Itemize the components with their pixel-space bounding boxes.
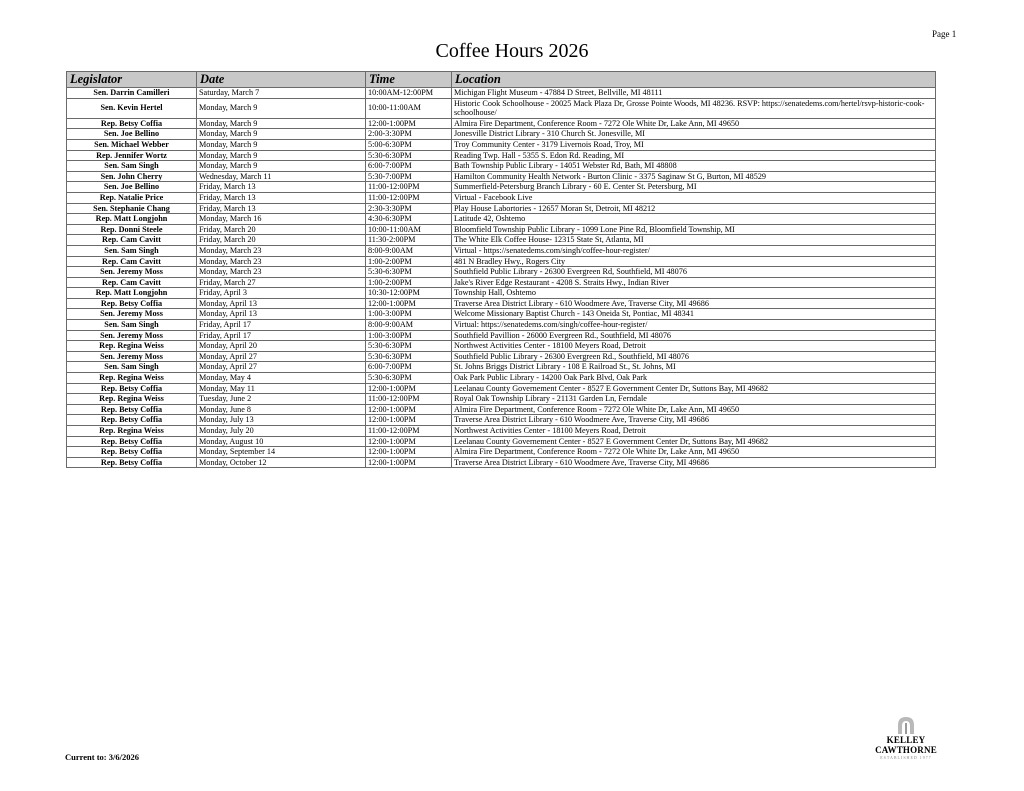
cell-date: Monday, April 20 bbox=[197, 341, 366, 352]
cell-legislator: Sen. Sam Singh bbox=[67, 320, 197, 331]
cell-legislator: Rep. Regina Weiss bbox=[67, 373, 197, 384]
cell-location: Hamilton Community Health Network - Burton Clinic - 3375 Saginaw St G, Burton, MI 48529 bbox=[452, 171, 936, 182]
cell-date: Monday, May 4 bbox=[197, 373, 366, 384]
cell-time: 6:00-7:00PM bbox=[366, 161, 452, 172]
cell-date: Friday, April 3 bbox=[197, 288, 366, 299]
cell-time: 5:30-6:30PM bbox=[366, 150, 452, 161]
cell-legislator: Rep. Betsy Coffia bbox=[67, 447, 197, 458]
page-number: Page 1 bbox=[932, 29, 957, 39]
logo-name: KELLEY CAWTHORNE bbox=[875, 735, 937, 755]
cell-location: Traverse Area District Library - 610 Woodmere Ave, Traverse City, MI 49686 bbox=[452, 298, 936, 309]
page-title: Coffee Hours 2026 bbox=[435, 40, 589, 62]
cell-time: 12:00-1:00PM bbox=[366, 298, 452, 309]
cell-location: Northwest Activities Center - 18100 Meyers Road, Detroit bbox=[452, 341, 936, 352]
cell-date: Monday, May 11 bbox=[197, 383, 366, 394]
cell-legislator: Rep. Jennifer Wortz bbox=[67, 150, 197, 161]
cell-location: Traverse Area District Library - 610 Woodmere Ave, Traverse City, MI 49686 bbox=[452, 457, 936, 468]
cell-location: Jake's River Edge Restaurant - 4208 S. Straits Hwy., Indian River bbox=[452, 277, 936, 288]
table-row bbox=[67, 288, 936, 299]
cell-legislator: Rep. Betsy Coffia bbox=[67, 436, 197, 447]
table-row bbox=[67, 171, 936, 182]
cell-location: Virtual - Facebook Live bbox=[452, 192, 936, 203]
table-row bbox=[67, 277, 936, 288]
cell-legislator: Rep. Betsy Coffia bbox=[67, 415, 197, 426]
cell-location: Play House Labortories - 12657 Moran St, Detroit, MI 48212 bbox=[452, 203, 936, 214]
cell-location: Welcome Missionary Baptist Church - 143 Oneida St, Pontiac, MI 48341 bbox=[452, 309, 936, 320]
cell-date: Friday, March 13 bbox=[197, 192, 366, 203]
cell-time: 5:30-7:00PM bbox=[366, 171, 452, 182]
cell-location: Southfield Public Library - 26300 Evergreen Rd., Southfield, MI 48076 bbox=[452, 351, 936, 362]
table-body bbox=[67, 88, 936, 468]
cell-time: 1:00-2:00PM bbox=[366, 277, 452, 288]
cell-date: Tuesday, June 2 bbox=[197, 394, 366, 405]
table-row bbox=[67, 256, 936, 267]
cell-date: Monday, June 8 bbox=[197, 404, 366, 415]
table-row bbox=[67, 330, 936, 341]
cell-date: Friday, March 20 bbox=[197, 224, 366, 235]
cell-time: 12:00-1:00PM bbox=[366, 383, 452, 394]
table-row bbox=[67, 245, 936, 256]
cell-location: St. Johns Briggs District Library - 108 E Railroad St., St. Johns, MI bbox=[452, 362, 936, 373]
cell-legislator: Rep. Betsy Coffia bbox=[67, 457, 197, 468]
cell-time: 12:00-1:00PM bbox=[366, 404, 452, 415]
cell-date: Monday, August 10 bbox=[197, 436, 366, 447]
cell-date: Monday, April 13 bbox=[197, 309, 366, 320]
cell-location: Traverse Area District Library - 610 Woodmere Ave, Traverse City, MI 49686 bbox=[452, 415, 936, 426]
cell-location: Oak Park Public Library - 14200 Oak Park Blvd, Oak Park bbox=[452, 373, 936, 384]
cell-time: 5:30-6:30PM bbox=[366, 341, 452, 352]
cell-time: 1:00-2:00PM bbox=[366, 256, 452, 267]
cell-location: Historic Cook Schoolhouse - 20025 Mack Plaza Dr, Grosse Pointe Woods, MI 48236. RSVP: https://senatedems.com/hertel/rsvp-historic-cook-schoolhouse/ bbox=[452, 98, 936, 118]
table-row bbox=[67, 415, 936, 426]
cell-location: Jonesville District Library - 310 Church St. Jonesville, MI bbox=[452, 129, 936, 140]
cell-date: Monday, July 13 bbox=[197, 415, 366, 426]
cell-location: Southfield Pavillion - 26000 Evergreen Rd., Southfield, MI 48076 bbox=[452, 330, 936, 341]
table-row bbox=[67, 150, 936, 161]
cell-date: Monday, March 16 bbox=[197, 214, 366, 225]
cell-location: Almira Fire Department, Conference Room - 7272 Ole White Dr, Lake Ann, MI 49650 bbox=[452, 404, 936, 415]
kelley-cawthorne-logo bbox=[858, 716, 954, 760]
table-row bbox=[67, 214, 936, 225]
cell-location: Reading Twp. Hall - 5355 S. Edon Rd. Reading, MI bbox=[452, 150, 936, 161]
cell-legislator: Rep. Cam Cavitt bbox=[67, 256, 197, 267]
cell-date: Monday, March 9 bbox=[197, 98, 366, 118]
table-row bbox=[67, 139, 936, 150]
cell-date: Friday, March 13 bbox=[197, 182, 366, 193]
cell-time: 12:00-1:00PM bbox=[366, 415, 452, 426]
cell-legislator: Rep. Regina Weiss bbox=[67, 341, 197, 352]
cell-time: 10:00AM-12:00PM bbox=[366, 88, 452, 99]
cell-location: Virtual: https://senatedems.com/singh/coffee-hour-register/ bbox=[452, 320, 936, 331]
cell-time: 1:00-3:00PM bbox=[366, 330, 452, 341]
table-row bbox=[67, 88, 936, 99]
cell-time: 11:00-12:00PM bbox=[366, 182, 452, 193]
cell-location: Virtual - https://senatedems.com/singh/coffee-hour-register/ bbox=[452, 245, 936, 256]
cell-date: Friday, March 20 bbox=[197, 235, 366, 246]
cell-date: Monday, April 13 bbox=[197, 298, 366, 309]
table-row bbox=[67, 362, 936, 373]
cell-date: Friday, March 27 bbox=[197, 277, 366, 288]
header-time: Time bbox=[366, 72, 452, 88]
table-row bbox=[67, 235, 936, 246]
cell-legislator: Sen. John Cherry bbox=[67, 171, 197, 182]
table-row bbox=[67, 404, 936, 415]
cell-time: 6:00-7:00PM bbox=[366, 362, 452, 373]
table-row bbox=[67, 267, 936, 278]
cell-location: Almira Fire Department, Conference Room - 7272 Ole White Dr, Lake Ann, MI 49650 bbox=[452, 447, 936, 458]
cell-legislator: Rep. Matt Longjohn bbox=[67, 214, 197, 225]
cell-legislator: Sen. Kevin Hertel bbox=[67, 98, 197, 118]
cell-legislator: Sen. Sam Singh bbox=[67, 245, 197, 256]
cell-time: 12:00-1:00PM bbox=[366, 447, 452, 458]
cell-legislator: Sen. Sam Singh bbox=[67, 362, 197, 373]
table-row bbox=[67, 457, 936, 468]
cell-date: Monday, September 14 bbox=[197, 447, 366, 458]
cell-legislator: Rep. Natalie Price bbox=[67, 192, 197, 203]
cell-time: 5:30-6:30PM bbox=[366, 267, 452, 278]
cell-legislator: Sen. Jeremy Moss bbox=[67, 267, 197, 278]
cell-legislator: Sen. Darrin Camilleri bbox=[67, 88, 197, 99]
cell-legislator: Rep. Cam Cavitt bbox=[67, 277, 197, 288]
cell-legislator: Sen. Sam Singh bbox=[67, 161, 197, 172]
table-row bbox=[67, 383, 936, 394]
table-row bbox=[67, 182, 936, 193]
cell-time: 11:00-12:00PM bbox=[366, 426, 452, 437]
coffee-hours-table bbox=[66, 71, 936, 468]
header-legislator: Legislator bbox=[67, 72, 197, 88]
cell-location: Leelanau County Governement Center - 8527 E Government Center Dr, Suttons Bay, MI 49682 bbox=[452, 436, 936, 447]
table-row bbox=[67, 320, 936, 331]
cell-time: 11:30-2:00PM bbox=[366, 235, 452, 246]
cell-date: Monday, March 9 bbox=[197, 118, 366, 129]
cell-location: Bloomfield Township Public Library - 1099 Lone Pine Rd, Bloomfield Township, MI bbox=[452, 224, 936, 235]
cell-date: Monday, March 9 bbox=[197, 161, 366, 172]
table-row bbox=[67, 309, 936, 320]
table-row bbox=[67, 394, 936, 405]
cell-date: Monday, July 20 bbox=[197, 426, 366, 437]
cell-date: Wednesday, March 11 bbox=[197, 171, 366, 182]
cell-date: Monday, March 9 bbox=[197, 139, 366, 150]
cell-legislator: Rep. Betsy Coffia bbox=[67, 383, 197, 394]
cell-legislator: Rep. Regina Weiss bbox=[67, 426, 197, 437]
cell-date: Monday, April 27 bbox=[197, 351, 366, 362]
table-row bbox=[67, 351, 936, 362]
cell-time: 10:00-11:00AM bbox=[366, 224, 452, 235]
cell-date: Monday, March 23 bbox=[197, 256, 366, 267]
cell-time: 1:00-3:00PM bbox=[366, 309, 452, 320]
cell-legislator: Sen. Joe Bellino bbox=[67, 129, 197, 140]
cell-legislator: Rep. Cam Cavitt bbox=[67, 235, 197, 246]
table-row bbox=[67, 224, 936, 235]
cell-location: Michigan Flight Museum - 47884 D Street, Bellville, MI 48111 bbox=[452, 88, 936, 99]
cell-legislator: Rep. Betsy Coffia bbox=[67, 118, 197, 129]
cell-time: 5:30-6:30PM bbox=[366, 373, 452, 384]
table-row bbox=[67, 436, 936, 447]
cell-time: 10:00-11:00AM bbox=[366, 98, 452, 118]
cell-date: Friday, April 17 bbox=[197, 320, 366, 331]
cell-legislator: Rep. Matt Longjohn bbox=[67, 288, 197, 299]
cell-location: Leelanau County Governement Center - 8527 E Government Center Dr, Suttons Bay, MI 49682 bbox=[452, 383, 936, 394]
cell-legislator: Rep. Betsy Coffia bbox=[67, 404, 197, 415]
logo-tagline: ESTABLISHED 1977 bbox=[880, 755, 932, 760]
cell-time: 10:30-12:00PM bbox=[366, 288, 452, 299]
table-row bbox=[67, 192, 936, 203]
cell-location: Township Hall, Oshtemo bbox=[452, 288, 936, 299]
cell-location: Almira Fire Department, Conference Room - 7272 Ole White Dr, Lake Ann, MI 49650 bbox=[452, 118, 936, 129]
table-row bbox=[67, 447, 936, 458]
header-date: Date bbox=[197, 72, 366, 88]
cell-date: Saturday, March 7 bbox=[197, 88, 366, 99]
table-row bbox=[67, 129, 936, 140]
cell-legislator: Sen. Jeremy Moss bbox=[67, 351, 197, 362]
cell-time: 5:00-6:30PM bbox=[366, 139, 452, 150]
cell-legislator: Rep. Donni Steele bbox=[67, 224, 197, 235]
cell-time: 12:00-1:00PM bbox=[366, 118, 452, 129]
cell-time: 4:30-6:30PM bbox=[366, 214, 452, 225]
cell-location: Southfield Public Library - 26300 Evergreen Rd, Southfield, MI 48076 bbox=[452, 267, 936, 278]
cell-legislator: Rep. Regina Weiss bbox=[67, 394, 197, 405]
cell-legislator: Sen. Michael Webber bbox=[67, 139, 197, 150]
table-row bbox=[67, 373, 936, 384]
cell-time: 2:00-3:30PM bbox=[366, 129, 452, 140]
cell-location: Latitude 42, Oshtemo bbox=[452, 214, 936, 225]
table-header-row bbox=[67, 72, 936, 88]
cell-date: Monday, March 23 bbox=[197, 245, 366, 256]
cell-time: 11:00-12:00PM bbox=[366, 192, 452, 203]
cell-date: Monday, March 9 bbox=[197, 129, 366, 140]
cell-location: 481 N Bradley Hwy., Rogers City bbox=[452, 256, 936, 267]
cell-time: 12:00-1:00PM bbox=[366, 457, 452, 468]
cell-date: Monday, October 12 bbox=[197, 457, 366, 468]
current-to-date: Current to: 3/6/2026 bbox=[65, 752, 139, 762]
table-row bbox=[67, 298, 936, 309]
cell-time: 11:00-12:00PM bbox=[366, 394, 452, 405]
cell-time: 12:00-1:00PM bbox=[366, 436, 452, 447]
cell-location: Royal Oak Township Library - 21131 Garden Ln, Ferndale bbox=[452, 394, 936, 405]
table-row bbox=[67, 203, 936, 214]
cell-legislator: Rep. Betsy Coffia bbox=[67, 298, 197, 309]
cell-location: Bath Township Public Library - 14051 Webster Rd, Bath, MI 48808 bbox=[452, 161, 936, 172]
table-row bbox=[67, 426, 936, 437]
cell-legislator: Sen. Joe Bellino bbox=[67, 182, 197, 193]
cell-legislator: Sen. Jeremy Moss bbox=[67, 309, 197, 320]
header-location: Location bbox=[452, 72, 936, 88]
cell-location: Troy Community Center - 3179 Livernois Road, Troy, MI bbox=[452, 139, 936, 150]
cell-location: Northwest Activities Center - 18100 Meyers Road, Detroit bbox=[452, 426, 936, 437]
table-row bbox=[67, 118, 936, 129]
dome-icon bbox=[896, 716, 916, 734]
cell-location: The White Elk Coffee House- 12315 State St, Atlanta, MI bbox=[452, 235, 936, 246]
table-row bbox=[67, 341, 936, 352]
cell-time: 8:00-9:00AM bbox=[366, 245, 452, 256]
cell-time: 8:00-9:00AM bbox=[366, 320, 452, 331]
cell-date: Monday, March 9 bbox=[197, 150, 366, 161]
cell-legislator: Sen. Stephanie Chang bbox=[67, 203, 197, 214]
cell-legislator: Sen. Jeremy Moss bbox=[67, 330, 197, 341]
cell-date: Friday, March 13 bbox=[197, 203, 366, 214]
cell-date: Monday, March 23 bbox=[197, 267, 366, 278]
table-row bbox=[67, 98, 936, 118]
cell-time: 5:30-6:30PM bbox=[366, 351, 452, 362]
cell-date: Friday, April 17 bbox=[197, 330, 366, 341]
cell-location: Summerfield-Petersburg Branch Library - 60 E. Center St. Petersburg, MI bbox=[452, 182, 936, 193]
table-row bbox=[67, 161, 936, 172]
cell-date: Monday, April 27 bbox=[197, 362, 366, 373]
cell-time: 2:30-3:30PM bbox=[366, 203, 452, 214]
